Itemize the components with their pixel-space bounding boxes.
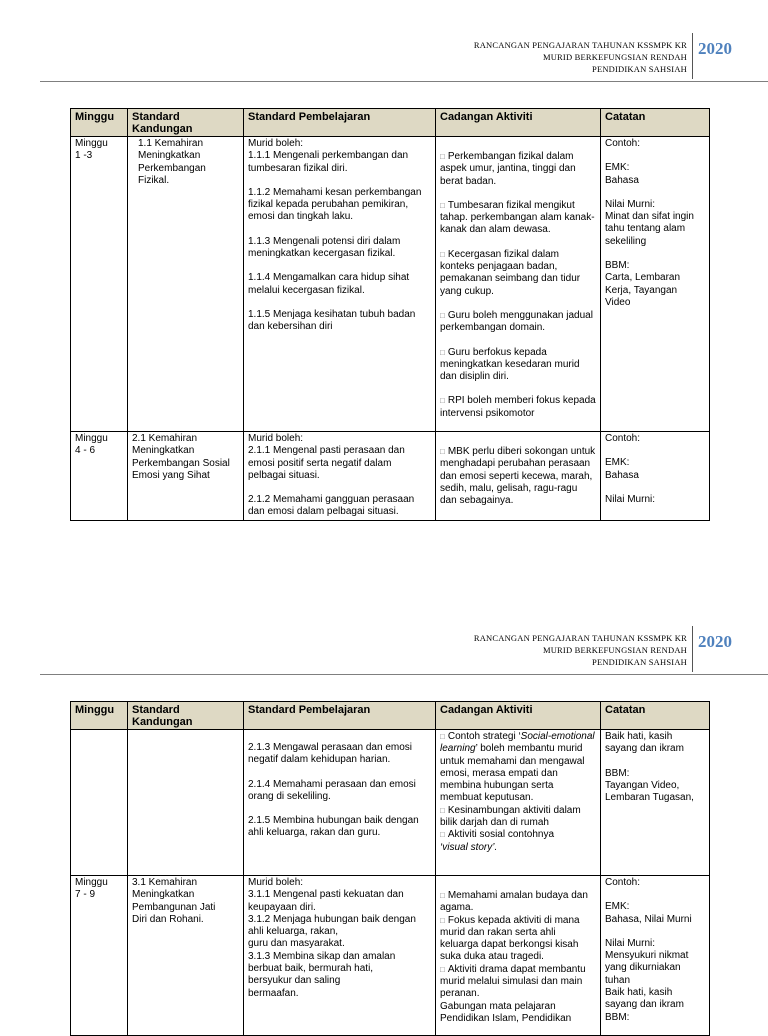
list-item: □ Fokus kepada aktiviti di mana murid dan rakan serta ahli keluarga dapat berkongsi kisah suka duka atau tragedi. — [440, 915, 596, 964]
page2-header — [0, 593, 768, 675]
list-item: □ Perkembangan fizikal dalam aspek umur, jantina, tinggi dan berat badan. — [440, 151, 596, 188]
list-item: □ Kecergasan fizikal dalam konteks penjagaan badan, pemakanan seimbang dan tidur yang cukup. — [440, 249, 596, 298]
header-text — [474, 39, 687, 75]
cell-kandungan: 1.1 Kemahiran Meningkatkan Perkembangan Fizikal. — [128, 137, 244, 432]
cell-minggu: Minggu 7 - 9 — [71, 876, 128, 1036]
rpt-table-page1 — [70, 108, 710, 521]
cell-pembelajaran: Murid boleh: 3.1.1 Mengenal pasti kekuatan dan keupayaan diri. 3.1.2 Menjaga hubungan baik dengan ahli keluarga, rakan, guru dan masyarakat. 3.1.3 Membina sikap dan amalan berbuat baik, bermurah hati, bersyukur dan saling bermaafan. — [244, 876, 436, 1036]
col-minggu: Minggu — [71, 109, 128, 137]
list-item: □ Guru boleh menggunakan jadual perkembangan domain. — [440, 310, 596, 335]
cell-pembelajaran: 2.1.3 Mengawal perasaan dan emosi negatif dalam kehidupan harian. 2.1.4 Memahami perasaan dan emosi orang di sekeliling. 2.1.5 Membina hubungan baik dengan ahli keluarga, rakan dan guru. — [244, 730, 436, 876]
header-rule — [40, 674, 768, 675]
list-item: □ Aktiviti sosial contohnya ‘visual story’. — [440, 829, 596, 854]
list-item: □ Memahami amalan budaya dan agama. — [440, 890, 596, 915]
col-minggu: Minggu — [71, 702, 128, 730]
cell-pembelajaran: Murid boleh: 1.1.1 Mengenali perkembangan dan tumbesaran fizikal diri. 1.1.2 Memahami kesan perkembangan fizikal kepada perubahan pemikiran, emosi dan tingkah laku. 1.1.3 Mengenali potensi diri dalam meningkatkan kecergasan fizikal. 1.1.4 Mengamalkan cara hidup sihat melalui kecergasan fizikal. 1.1.5 Menjaga kesihatan tubuh badan dan kebersihan diri — [244, 137, 436, 432]
list-item: □ Kesinambungan aktiviti dalam bilik darjah dan di rumah — [440, 805, 596, 830]
cell-minggu: Minggu 1 -3 — [71, 137, 128, 432]
col-catatan: Catatan — [601, 109, 710, 137]
table-header-row — [71, 702, 710, 730]
cell-minggu: Minggu 4 - 6 — [71, 432, 128, 521]
cell-catatan: Baik hati, kasih sayang dan ikram BBM: Tayangan Video, Lembaran Tugasan, — [601, 730, 710, 876]
year-label: 2020 — [698, 632, 732, 651]
cell-kandungan: 3.1 Kemahiran Meningkatkan Pembangunan Jati Diri dan Rohani. — [128, 876, 244, 1036]
list-item: □ MBK perlu diberi sokongan untuk menghadapi perubahan perasaan dan emosi seperti kecewa, marah, sedih, malu, gelisah, ragu-ragu dan sebagainya. — [440, 446, 596, 507]
list-item: □ Aktiviti drama dapat membantu murid melalui simulasi dan main peranan. — [440, 964, 596, 1001]
table-row — [71, 137, 710, 432]
cell-minggu — [71, 730, 128, 876]
page1-header — [0, 0, 768, 82]
col-cadangan-aktiviti: Cadangan Aktiviti — [436, 702, 601, 730]
header-line-1: RANCANGAN PENGAJARAN TAHUNAN KSSMPK KR — [473, 40, 687, 50]
col-standard-pembelajaran: Standard Pembelajaran — [244, 702, 436, 730]
col-cadangan-aktiviti: Cadangan Aktiviti — [436, 109, 601, 137]
list-item: □ RPI boleh memberi fokus kepada intervensi psikomotor — [440, 395, 596, 420]
cell-pembelajaran: Murid boleh: 2.1.1 Mengenal pasti perasaan dan emosi positif serta negatif dalam pelbagai situasi. 2.1.2 Memahami gangguan perasaan dan emosi dalam pelbagai situasi. — [244, 432, 436, 521]
table-row — [71, 432, 710, 521]
cell-aktiviti: □ Memahami amalan budaya dan agama. □ Fokus kepada aktiviti di mana murid dan rakan serta ahli keluarga dapat berkongsi kisah suka duka atau tragedi. □ Aktiviti drama dapat membantu murid melalui simulasi dan main peranan. Gabungan mata pelajaran Pendidikan Islam, Pendidikan — [436, 876, 601, 1036]
rpt-table-page2 — [70, 701, 710, 1036]
header-rule — [40, 81, 768, 82]
header-line-3: PENDIDIKAN SAHSIAH — [592, 64, 687, 74]
cell-kandungan: 2.1 Kemahiran Meningkatkan Perkembangan Sosial Emosi yang Sihat — [128, 432, 244, 521]
year-divider — [692, 33, 693, 79]
cell-aktiviti — [436, 730, 601, 876]
header-line-3: PENDIDIKAN SAHSIAH — [592, 657, 687, 667]
list-item: □ Contoh strategi ‘Social-emotional learning’ boleh membantu murid untuk memahami dan mengawal emosi, merasa empati dan membina hubungan serta membuat keputusan. — [440, 731, 596, 805]
year-label: 2020 — [698, 39, 732, 58]
col-standard-kandungan: Standard Kandungan — [128, 109, 244, 137]
cell-catatan: Contoh: EMK: Bahasa Nilai Murni: — [601, 432, 710, 521]
cell-aktiviti — [436, 137, 601, 432]
col-catatan: Catatan — [601, 702, 710, 730]
header-line-2: MURID BERKEFUNGSIAN RENDAH — [542, 645, 687, 655]
header-line-2: MURID BERKEFUNGSIAN RENDAH — [542, 52, 687, 62]
year-divider — [692, 626, 693, 672]
cell-aktiviti — [436, 432, 601, 521]
col-standard-kandungan: Standard Kandungan — [128, 702, 244, 730]
header-text — [474, 632, 687, 668]
header-line-1: RANCANGAN PENGAJARAN TAHUNAN KSSMPK KR — [473, 633, 687, 643]
cell-kandungan — [128, 730, 244, 876]
cell-catatan: Contoh: EMK: Bahasa, Nilai Murni Nilai Murni: Mensyukuri nikmat yang dikurniakan tuhan Baik hati, kasih sayang dan ikram BBM: — [601, 876, 710, 1036]
table-row — [71, 876, 710, 1036]
table-row — [71, 730, 710, 876]
cell-catatan: Contoh: EMK: Bahasa Nilai Murni: Minat dan sifat ingin tahu tentang alam sekeliling BBM: Carta, Lembaran Kerja, Tayangan Video — [601, 137, 710, 432]
table-header-row — [71, 109, 710, 137]
list-item: □ Guru berfokus kepada meningkatkan kesedaran murid dan disiplin diri. — [440, 347, 596, 384]
list-item: □ Tumbesaran fizikal mengikut tahap. perkembangan alam kanak-kanak dan alam dewasa. — [440, 200, 596, 237]
col-standard-pembelajaran: Standard Pembelajaran — [244, 109, 436, 137]
